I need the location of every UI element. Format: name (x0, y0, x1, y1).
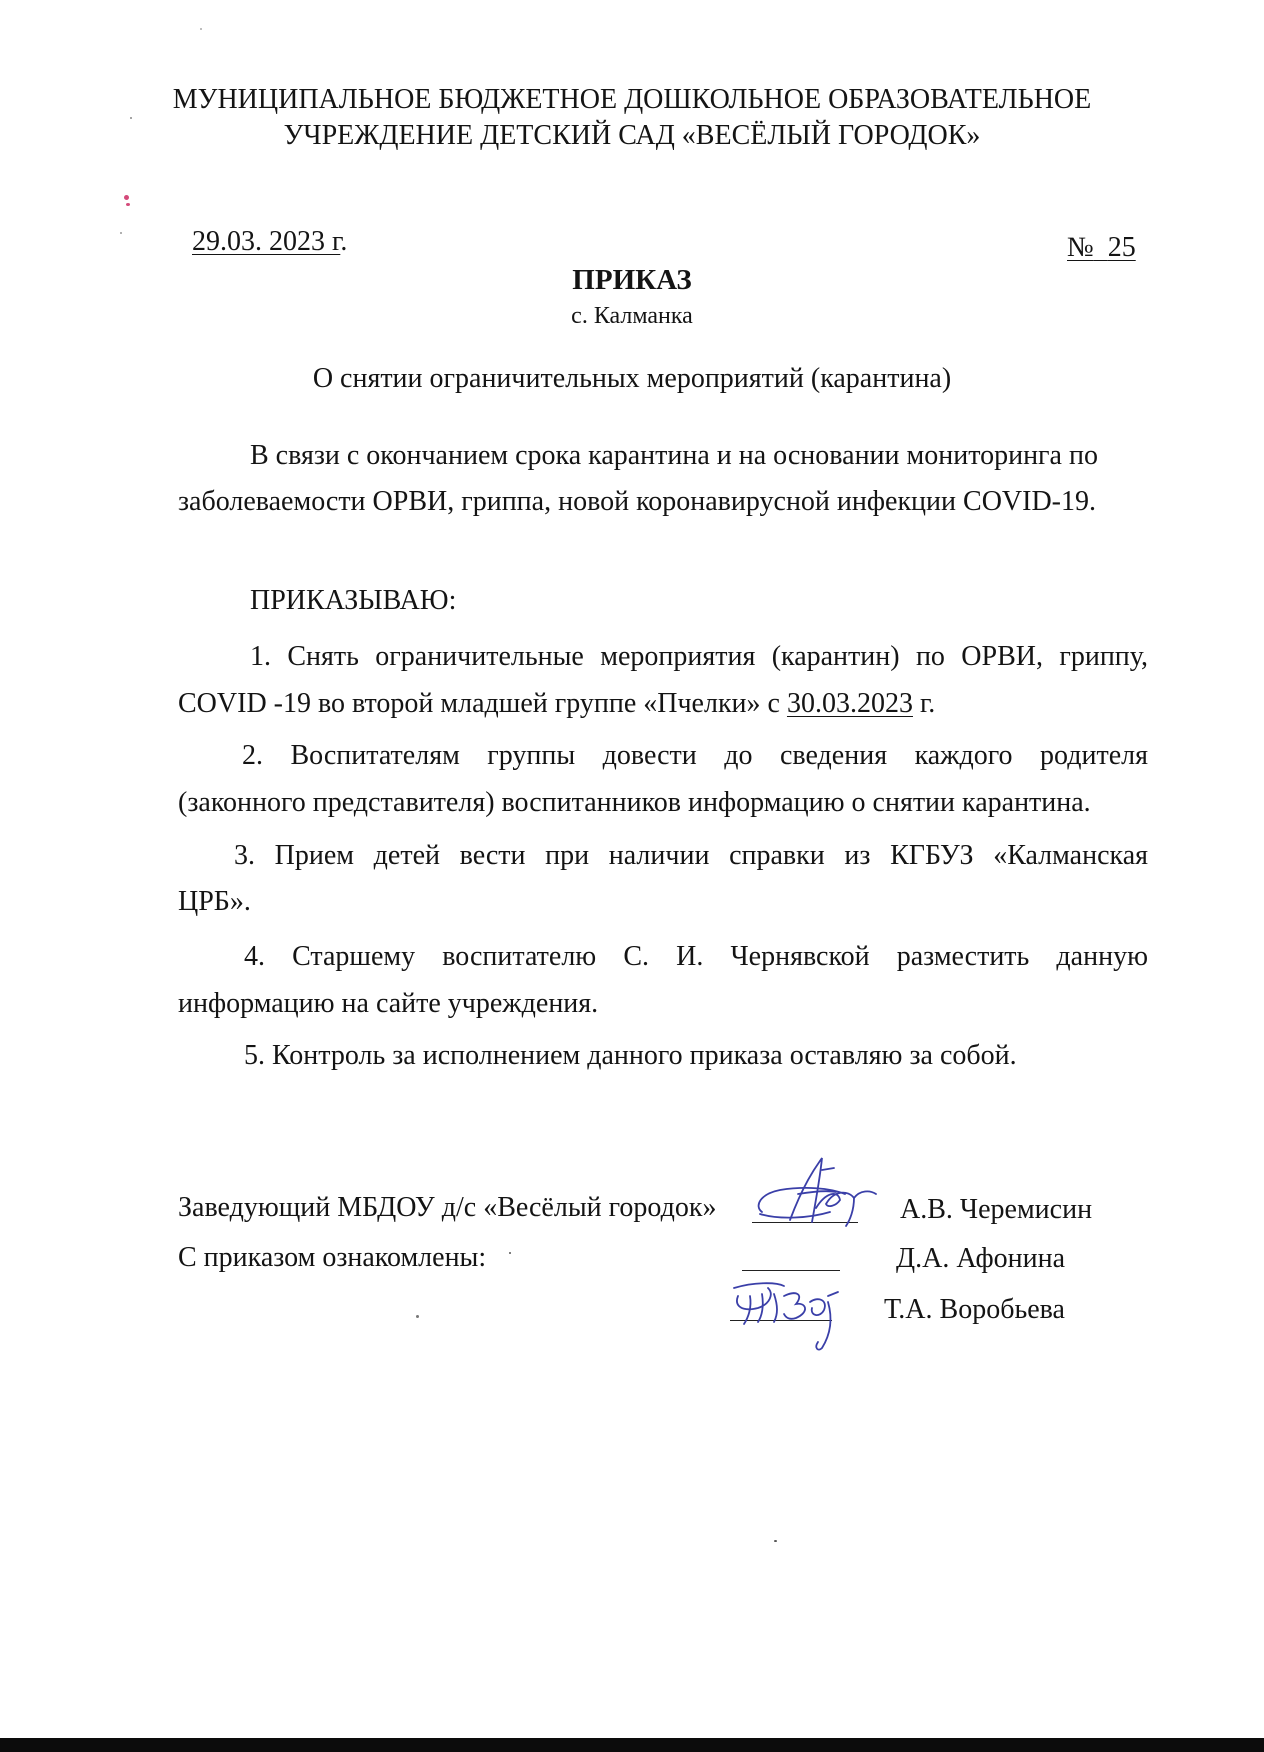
item-1-date: 30.03.2023 (786, 688, 913, 719)
item-4-line-1: 4. Старшему воспитателю С. И. Чернявской разместить данную (244, 941, 1148, 972)
scan-speck (120, 232, 122, 234)
order-date (178, 226, 347, 258)
item-1-line-2 (178, 688, 935, 720)
ack-name-2: Т.А. Воробьева (884, 1294, 1065, 1325)
scan-speck (509, 1252, 511, 1254)
item-4-line-2: информацию на сайте учреждения. (178, 988, 599, 1019)
order-number-value: 25 (1107, 232, 1136, 263)
order-number (1067, 232, 1136, 264)
scan-speck (130, 117, 132, 119)
item-1-text: COVID -19 во второй младшей группе «Пчелки» с (178, 688, 787, 719)
scan-border-bottom (0, 1738, 1264, 1752)
order-date-suffix: . (340, 226, 348, 257)
item-3-line-2: ЦРБ». (178, 886, 251, 917)
order-title: ПРИКАЗ (572, 264, 692, 296)
order-place: с. Калманка (571, 303, 693, 329)
item-3-line-1: 3. Прием детей вести при наличии справки из КГБУЗ «Калманская (234, 840, 1148, 871)
item-5-line-1: 5. Контроль за исполнением данного приказа оставляю за собой. (244, 1040, 1017, 1071)
head-signature (750, 1150, 880, 1230)
order-subject: О снятии ограничительных мероприятий (карантина) (312, 363, 952, 394)
directive-heading: ПРИКАЗЫВАЮ: (250, 585, 457, 616)
ack-name-1: Д.А. Афонина (896, 1243, 1065, 1274)
scan-speck (126, 203, 130, 206)
preamble-line-2: заболеваемости ОРВИ, гриппа, новой коронавирусной инфекции COVID-19. (178, 486, 1096, 517)
head-name: А.В. Черемисин (900, 1194, 1093, 1225)
org-name-line-1: МУНИЦИПАЛЬНОЕ БЮДЖЕТНОЕ ДОШКОЛЬНОЕ ОБРАЗОВАТЕЛЬНОЕ (172, 84, 1092, 115)
item-2-line-1: 2. Воспитателям группы довести до сведения каждого родителя (242, 740, 1148, 771)
item-2-line-2: (законного представителя) воспитанников информацию о снятии карантина. (178, 787, 1091, 818)
scan-speck (416, 1315, 419, 1318)
ack-signature-line-1 (742, 1270, 840, 1271)
scan-speck (774, 1540, 777, 1542)
order-number-label: № (1067, 232, 1094, 263)
scan-speck (124, 195, 129, 200)
org-name-line-2: УЧРЕЖДЕНИЕ ДЕТСКИЙ САД «ВЕСЁЛЫЙ ГОРОДОК» (283, 120, 981, 151)
item-1-suffix: г. (912, 688, 936, 719)
scan-speck (200, 28, 202, 30)
ack-signature (724, 1272, 854, 1352)
order-date-value: 29.03. 2023 г (192, 226, 341, 257)
preamble-line-1: В связи с окончанием срока карантина и на основании мониторинга по (250, 440, 1098, 471)
item-1-line-1: 1. Снять ограничительные мероприятия (карантин) по ОРВИ, гриппу, (250, 641, 1148, 672)
acknowledgement-label: С приказом ознакомлены: (178, 1242, 487, 1273)
head-position-label: Заведующий МБДОУ д/с «Весёлый городок» (178, 1192, 717, 1223)
